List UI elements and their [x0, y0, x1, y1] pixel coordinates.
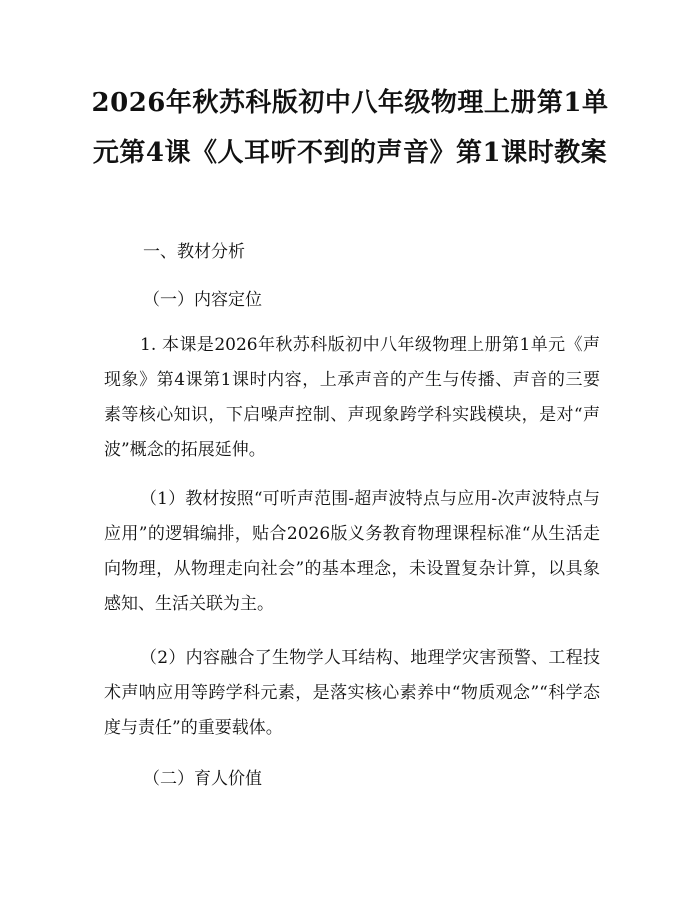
document-title: 2026年秋苏科版初中八年级物理上册第1单元第4课《人耳听不到的声音》第1课时教案 [91, 88, 609, 168]
paragraph-textbook-logic: （1）教材按照“可听声范围-超声波特点与应用-次声波特点与应用”的逻辑编排，贴合2026版义务教育物理课程标准“从生活走向物理，从物理走向社会”的基本理念，未设置复杂计算，以具象感知、生活关联为主。 [104, 489, 600, 614]
subsection-heading-educational-value: （二）育人价值 [143, 769, 262, 789]
paragraph-course-position: 1. 本课是2026年秋苏科版初中八年级物理上册第1单元《声现象》第4课第1课时内容，上承声音的产生与传播、声音的三要素等核心知识，下启噪声控制、声现象跨学科实践模块，是对“声波”概念的拓展延伸。 [104, 335, 600, 460]
subsection-heading-content-positioning: （一）内容定位 [143, 290, 262, 310]
section-heading-textbook-analysis: 一、教材分析 [143, 242, 245, 262]
paragraph-interdisciplinary: （2）内容融合了生物学人耳结构、地理学灾害预警、工程技术声呐应用等跨学科元素，是落实核心素养中“物质观念”“科学态度与责任”的重要载体。 [104, 648, 600, 738]
